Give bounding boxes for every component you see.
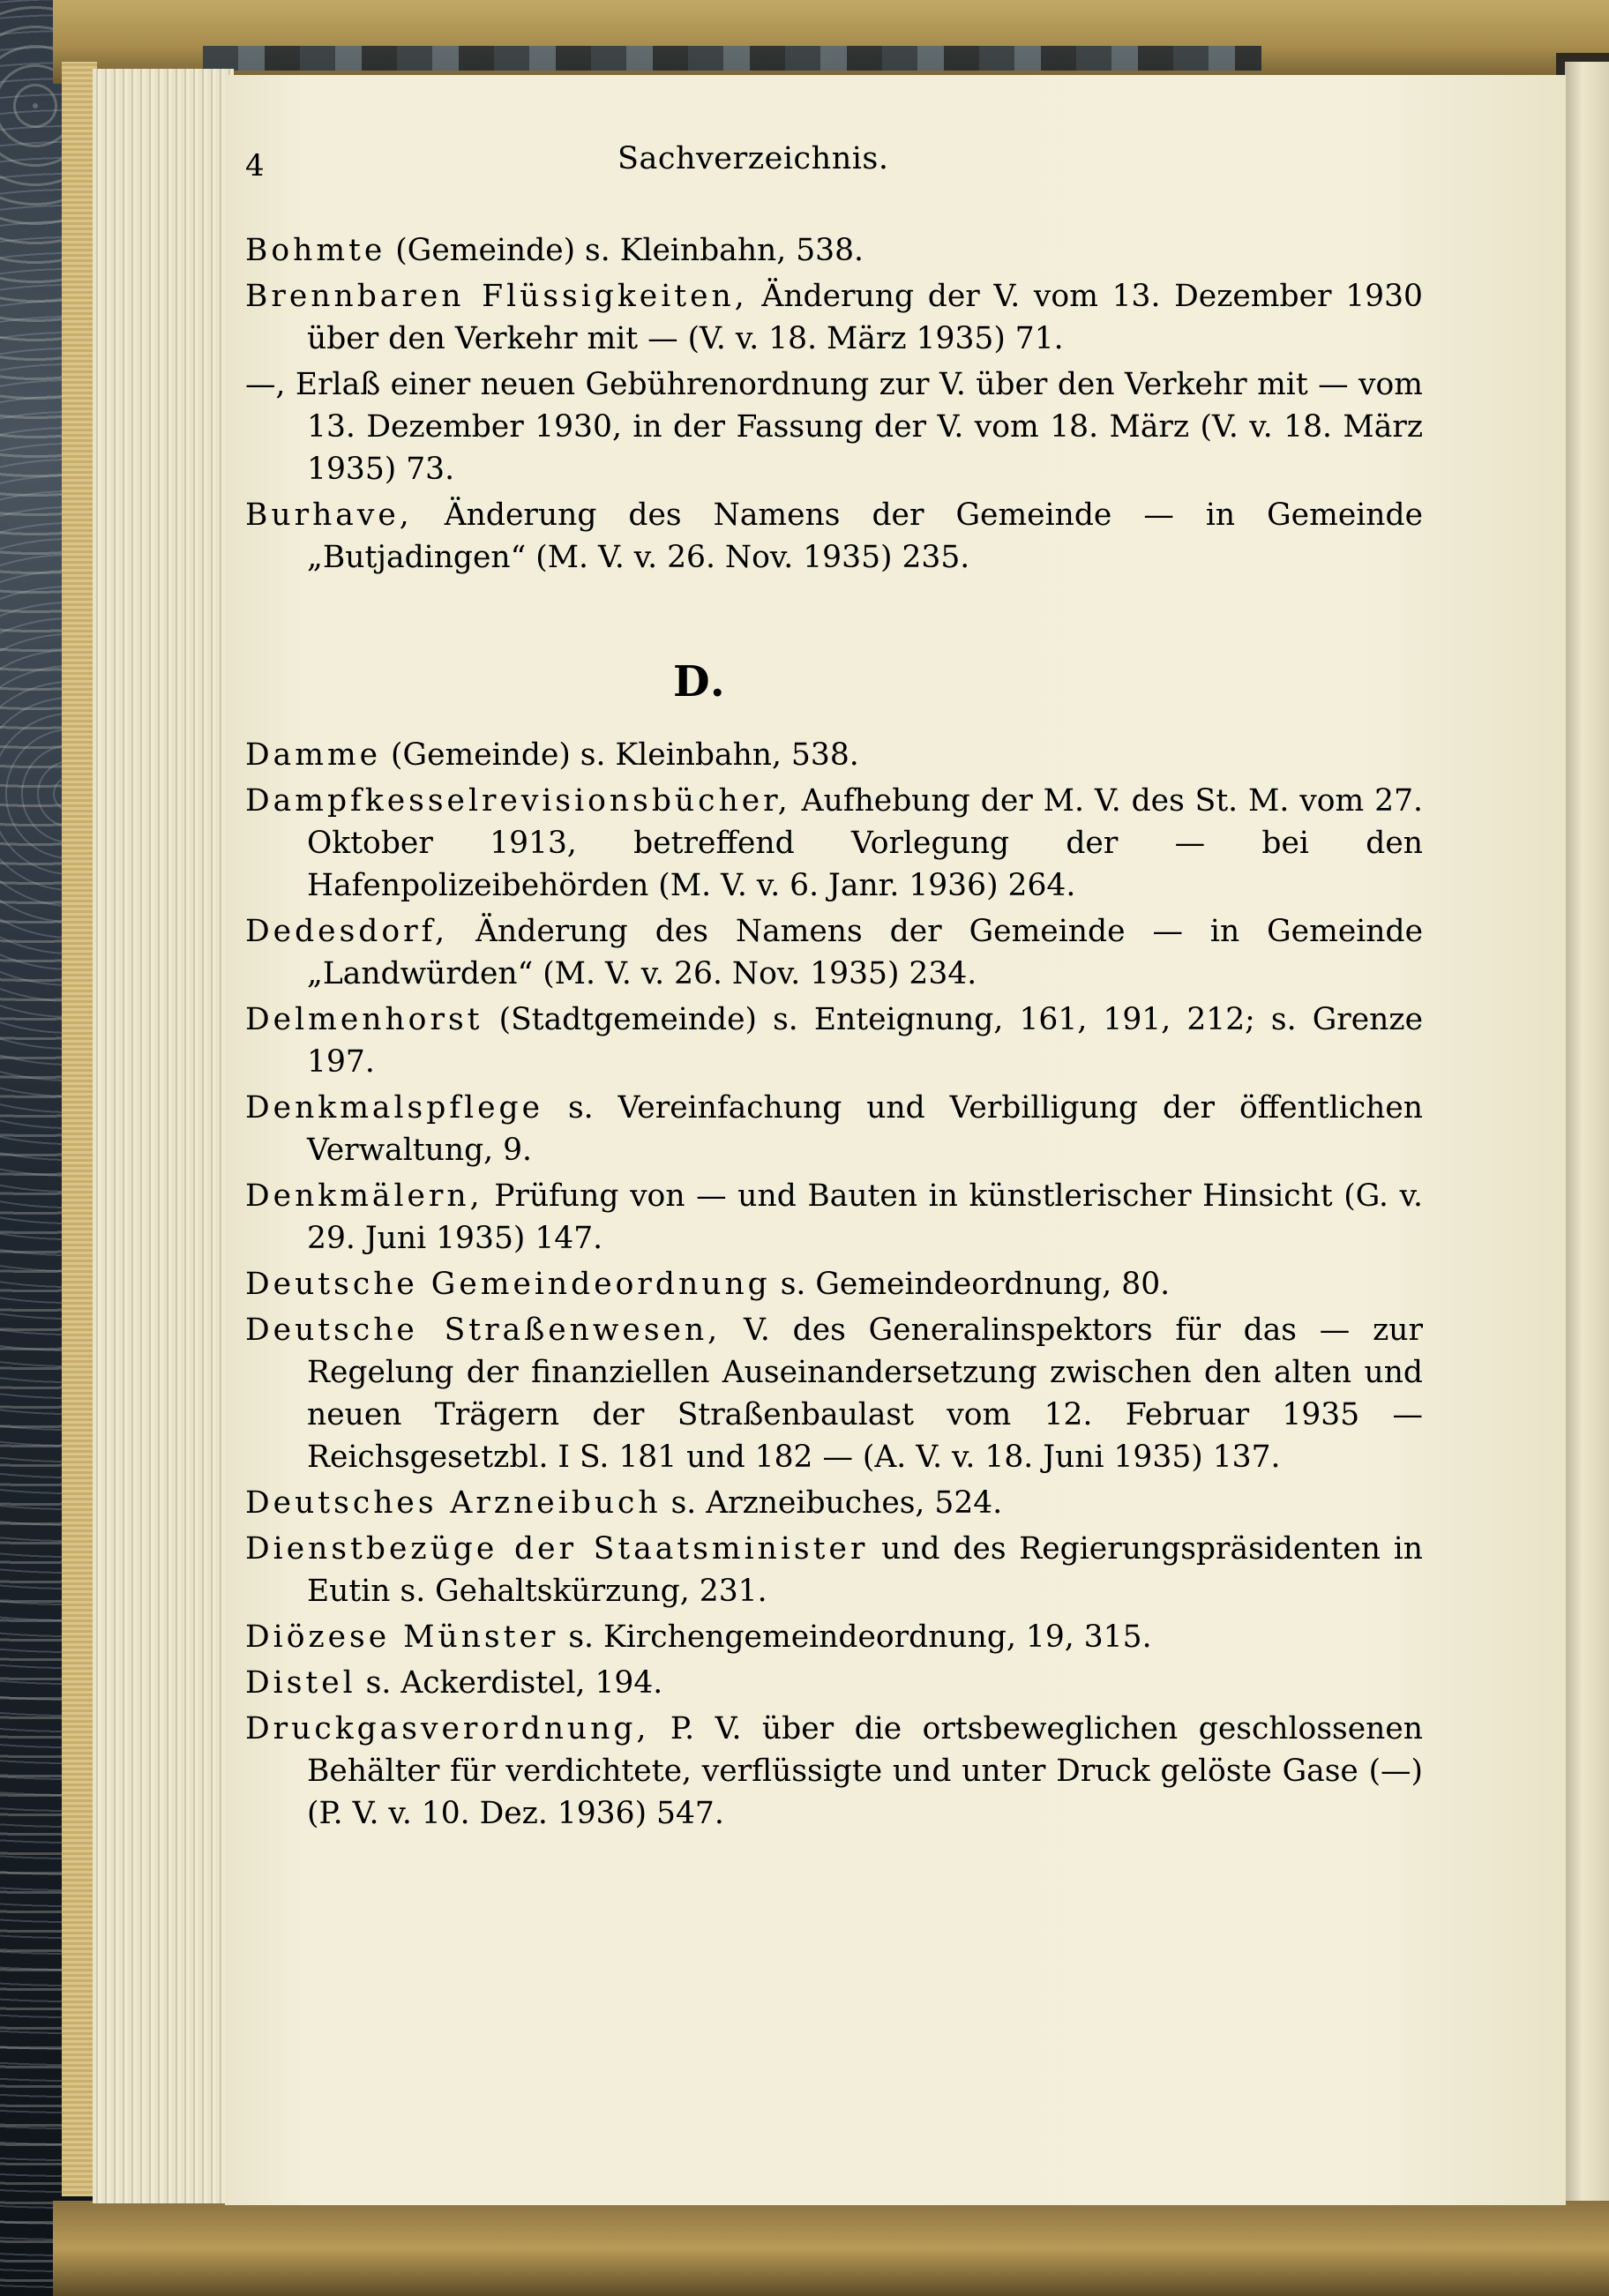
- entry-keyword: Deutsche Gemeindeordnung: [245, 1267, 771, 1302]
- entry-text: Aufhebung der M. V. des St. M. vom 27. Oktober 1913, betreffend Vorlegung der — bei den Hafenpolizeibehörden (M. V. v. 6. Janr. 1936) 264.: [307, 783, 1423, 903]
- entry-keyword: Distel: [245, 1665, 356, 1701]
- entry-text: —, Erlaß einer neuen Gebührenordnung zur V. über den Verkehr mit — vom 13. Dezember 1930, in der Fassung der V. vom 18. März (V. v. 18. März 1935) 73.: [245, 367, 1423, 487]
- index-entry: [245, 1708, 1423, 1835]
- entry-text: (Gemeinde) s. Kleinbahn, 538.: [381, 737, 859, 773]
- entry-keyword: Damme: [245, 737, 382, 773]
- entry-text: s. Ackerdistel, 194.: [355, 1665, 663, 1701]
- section-letter: D.: [673, 657, 727, 707]
- entry-keyword: Deutsche Straßenwesen,: [245, 1313, 722, 1348]
- index-entries-b: [245, 229, 1423, 582]
- entry-text: Änderung des Namens der Gemeinde — in Gemeinde „Landwürden“ (M. V. v. 26. Nov. 1935) 234.: [307, 914, 1423, 991]
- index-entry: [245, 275, 1423, 360]
- index-entry: [245, 1309, 1423, 1478]
- entry-keyword: Denkmalspflege: [245, 1090, 544, 1126]
- entry-text: (Stadtgemeinde) s. Enteignung, 161, 191, 212; s. Grenze 197.: [307, 1002, 1423, 1080]
- index-entries-d: [245, 734, 1423, 1838]
- entry-text: Änderung des Namens der Gemeinde — in Gemeinde „Butjadingen“ (M. V. v. 26. Nov. 1935) 235.: [307, 497, 1423, 575]
- entry-keyword: Delmenhorst: [245, 1002, 483, 1037]
- entry-keyword: Dienstbezüge der Staatsminister: [245, 1531, 869, 1567]
- index-entry: [245, 734, 1423, 776]
- entry-keyword: Dedesdorf,: [245, 914, 449, 949]
- index-entry: [245, 1175, 1423, 1260]
- marbled-edge-top: [203, 46, 1261, 71]
- index-entry: [245, 229, 1423, 272]
- entry-text: s. Arzneibuches, 524.: [661, 1485, 1003, 1521]
- entry-text: Änderung der V. vom 13. Dezember 1930 über den Verkehr mit — (V. v. 18. März 1935) 71.: [307, 279, 1423, 356]
- entry-keyword: Deutsches Arzneibuch: [245, 1485, 662, 1521]
- index-entry: [245, 1482, 1423, 1524]
- page-stack: [93, 69, 234, 2203]
- entry-text: P. V. über die ortsbeweglichen geschlossenen Behälter für verdichtete, verflüssigte und unter Druck gelöste Gase (—) (P. V. v. 10. Dez. 1936) 547.: [307, 1711, 1423, 1831]
- index-entry: [245, 1263, 1423, 1305]
- entry-text: s. Gemeindeordnung, 80.: [770, 1267, 1171, 1302]
- entry-keyword: Dampfkesselrevisionsbücher,: [245, 783, 791, 819]
- book-cover-top: [53, 0, 1609, 84]
- index-entry: [245, 1662, 1423, 1704]
- index-entry: [245, 780, 1423, 907]
- index-entry: [245, 1087, 1423, 1171]
- entry-text: (Gemeinde) s. Kleinbahn, 538.: [385, 233, 864, 268]
- entry-keyword: Denkmälern,: [245, 1178, 483, 1214]
- entry-keyword: Burhave,: [245, 497, 413, 533]
- spine-cloth: [62, 62, 97, 2196]
- index-entry: [245, 998, 1423, 1083]
- index-entry: [245, 910, 1423, 995]
- index-entry: [245, 1528, 1423, 1612]
- index-entry: [245, 1616, 1423, 1658]
- entry-text: Prüfung von — und Bauten in künstlerischer Hinsicht (G. v. 29. Juni 1935) 147.: [307, 1178, 1423, 1256]
- entry-keyword: Diözese Münster: [245, 1619, 559, 1655]
- facing-page-edge: [1565, 62, 1609, 2276]
- index-entry: [245, 363, 1423, 490]
- entry-keyword: Druckgasverordnung,: [245, 1711, 650, 1746]
- entry-text: und des Regierungspräsidenten in Eutin s. Gehaltskürzung, 231.: [307, 1531, 1423, 1609]
- entry-text: s. Vereinfachung und Verbilligung der öffentlichen Verwaltung, 9.: [307, 1090, 1423, 1168]
- page-number: 4: [245, 148, 265, 183]
- index-entry: [245, 494, 1423, 579]
- entry-text: s. Kirchengemeindeordnung, 19, 315.: [558, 1619, 1152, 1655]
- book-cover-bottom: [53, 2201, 1609, 2296]
- page-title: Sachverzeichnis.: [617, 141, 889, 176]
- entry-keyword: Brennbaren Flüssigkeiten,: [245, 279, 748, 314]
- entry-keyword: Bohmte: [245, 233, 386, 268]
- entry-text: V. des Generalinspektors für das — zur Regelung der finanziellen Auseinandersetzung zwischen den alten und neuen Trägern der Straßenbaulast vom 12. Februar 1935 — Reichsgesetzbl. I S. 181 und 182 — (A. V. v. 18. Juni 1935) 137.: [307, 1313, 1423, 1475]
